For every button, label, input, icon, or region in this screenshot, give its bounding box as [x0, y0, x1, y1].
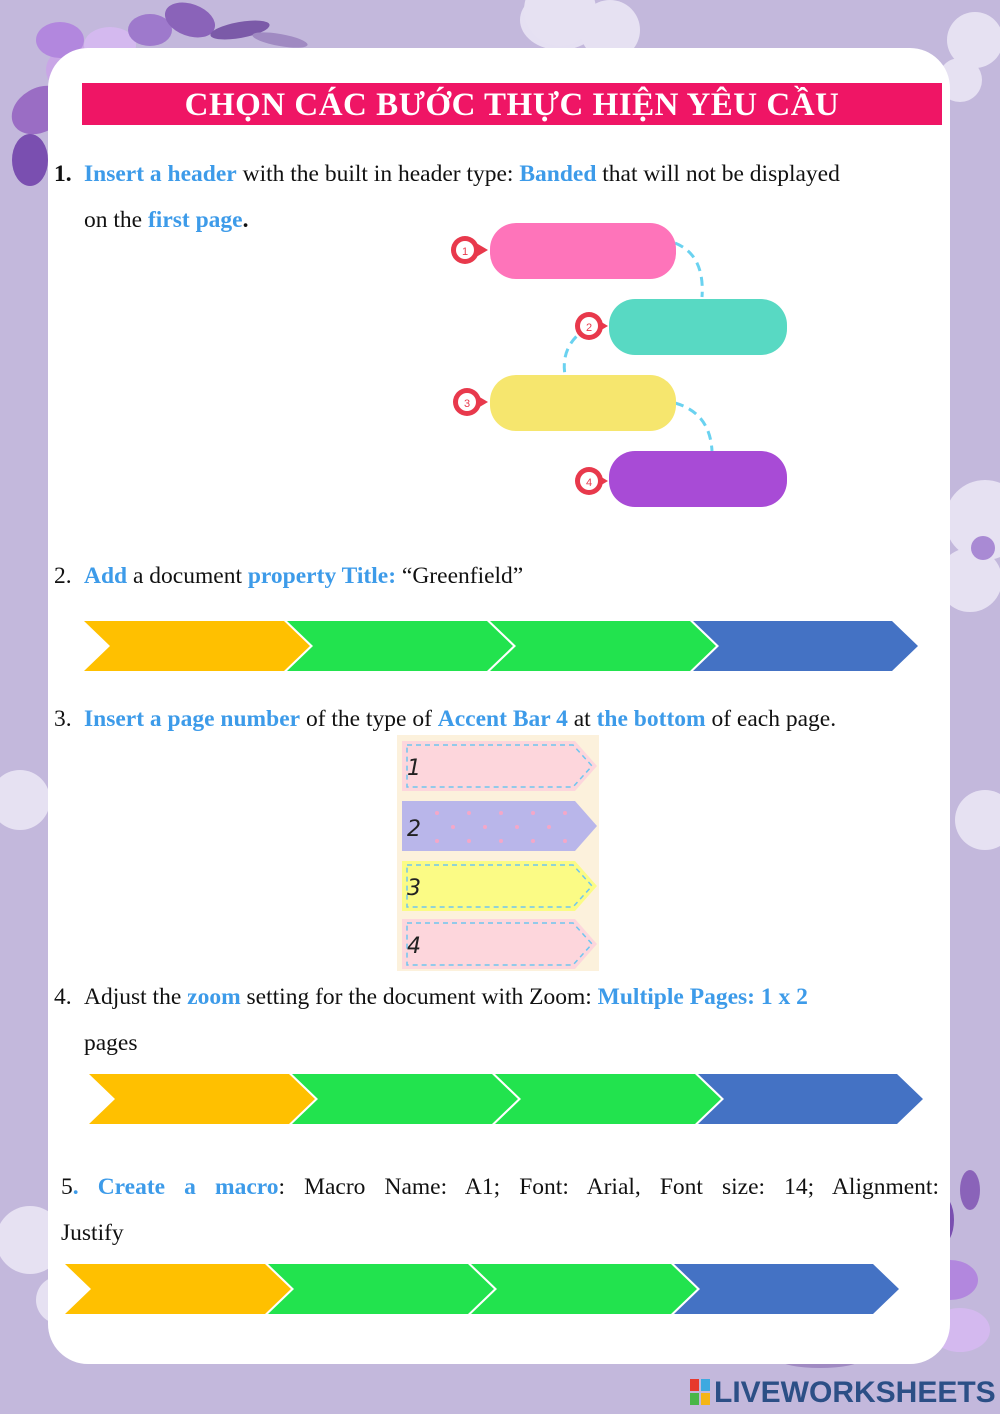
- step-text: of each page.: [705, 706, 837, 732]
- step-keyword: first page: [147, 207, 243, 233]
- chevron-yellow: [89, 1074, 315, 1124]
- flow-bar-2: [609, 299, 787, 355]
- svg-text:3: 3: [407, 876, 421, 901]
- step-text: “Greenfield”: [396, 563, 524, 589]
- watermark-text: LIVEWORKSHEETS: [714, 1376, 996, 1409]
- svg-text:2: 2: [407, 817, 421, 842]
- chevron-yellow: [84, 621, 310, 671]
- step-text: : Macro Name: A1; Font: Arial, Font size: 14; Alignment:: [278, 1174, 939, 1200]
- step-number: 5: [61, 1174, 73, 1200]
- flow-marker-3: [453, 388, 488, 416]
- step-4: [54, 974, 954, 1066]
- chevron-green: [490, 621, 716, 671]
- chevron-green: [287, 621, 513, 671]
- accent-bar-1: [402, 741, 597, 791]
- chevron-green: [495, 1074, 721, 1124]
- step-text: at: [567, 706, 597, 732]
- svg-text:4: 4: [585, 477, 593, 489]
- svg-text:1: 1: [461, 246, 469, 258]
- step-keyword: Insert a page number: [84, 706, 301, 732]
- step-keyword: Multiple Pages: 1 x 2: [597, 984, 808, 1010]
- svg-text:4: 4: [407, 934, 421, 959]
- chevron-green: [268, 1264, 494, 1314]
- step-keyword: . Create a macro: [72, 1174, 279, 1200]
- step-keyword: the bottom: [596, 706, 706, 732]
- step-5-continued: [61, 1210, 939, 1256]
- accent-bar-2: [402, 801, 597, 851]
- chevron-blue: [698, 1074, 923, 1124]
- page-title: CHỌN CÁC BƯỚC THỰC HIỆN YÊU CẦU: [82, 83, 942, 125]
- step-keyword: zoom: [187, 984, 241, 1010]
- step-2: [54, 553, 954, 599]
- chevron-arrow-row-1: [84, 621, 918, 671]
- step-text: setting for the document with Zoom:: [240, 984, 598, 1010]
- flow-bar-3: [490, 375, 676, 431]
- flow-marker-2: [575, 312, 608, 340]
- step-text: Justify: [61, 1220, 124, 1246]
- svg-text:3: 3: [463, 398, 471, 410]
- step-text: that will not be displayed: [596, 161, 840, 187]
- step-text: a document: [127, 563, 248, 589]
- accent-bars-illustration: [397, 735, 599, 971]
- chevron-green: [471, 1264, 697, 1314]
- step-text: on the: [84, 207, 148, 233]
- chevron-blue: [693, 621, 918, 671]
- chevron-blue: [674, 1264, 899, 1314]
- step-number: 4.: [54, 984, 72, 1010]
- svg-text:1: 1: [407, 756, 421, 781]
- chevron-arrow-row-3: [65, 1264, 899, 1314]
- flow-marker-1: [451, 236, 488, 264]
- step-keyword: property Title:: [247, 563, 397, 589]
- accent-bar-4: [402, 919, 597, 969]
- step-text: of the type of: [300, 706, 438, 732]
- step-keyword: Add: [84, 563, 128, 589]
- step-text: pages: [84, 1030, 138, 1056]
- chevron-arrow-row-2: [89, 1074, 923, 1124]
- step-5: [61, 1164, 939, 1210]
- step-text: Adjust the: [84, 984, 188, 1010]
- step-keyword: Accent Bar 4: [437, 706, 568, 732]
- step-number: 3.: [54, 706, 72, 732]
- step-keyword: Insert a header: [84, 161, 237, 187]
- step-text: .: [242, 207, 249, 233]
- step-text: with the built in header type:: [236, 161, 520, 187]
- liveworksheets-logo-icon: [690, 1379, 710, 1405]
- flow-bar-4: [609, 451, 787, 507]
- chevron-yellow: [65, 1264, 291, 1314]
- svg-text:2: 2: [585, 322, 593, 334]
- accent-bar-3: [402, 861, 597, 911]
- flow-bar-1: [490, 223, 676, 279]
- step-keyword: Banded: [519, 161, 597, 187]
- step-number: 2.: [54, 563, 72, 589]
- liveworksheets-watermark: [690, 1376, 996, 1410]
- flow-marker-4: [575, 467, 608, 495]
- chevron-green: [292, 1074, 518, 1124]
- step-number: 1.: [54, 161, 72, 187]
- flow-steps-diagram: [440, 215, 800, 515]
